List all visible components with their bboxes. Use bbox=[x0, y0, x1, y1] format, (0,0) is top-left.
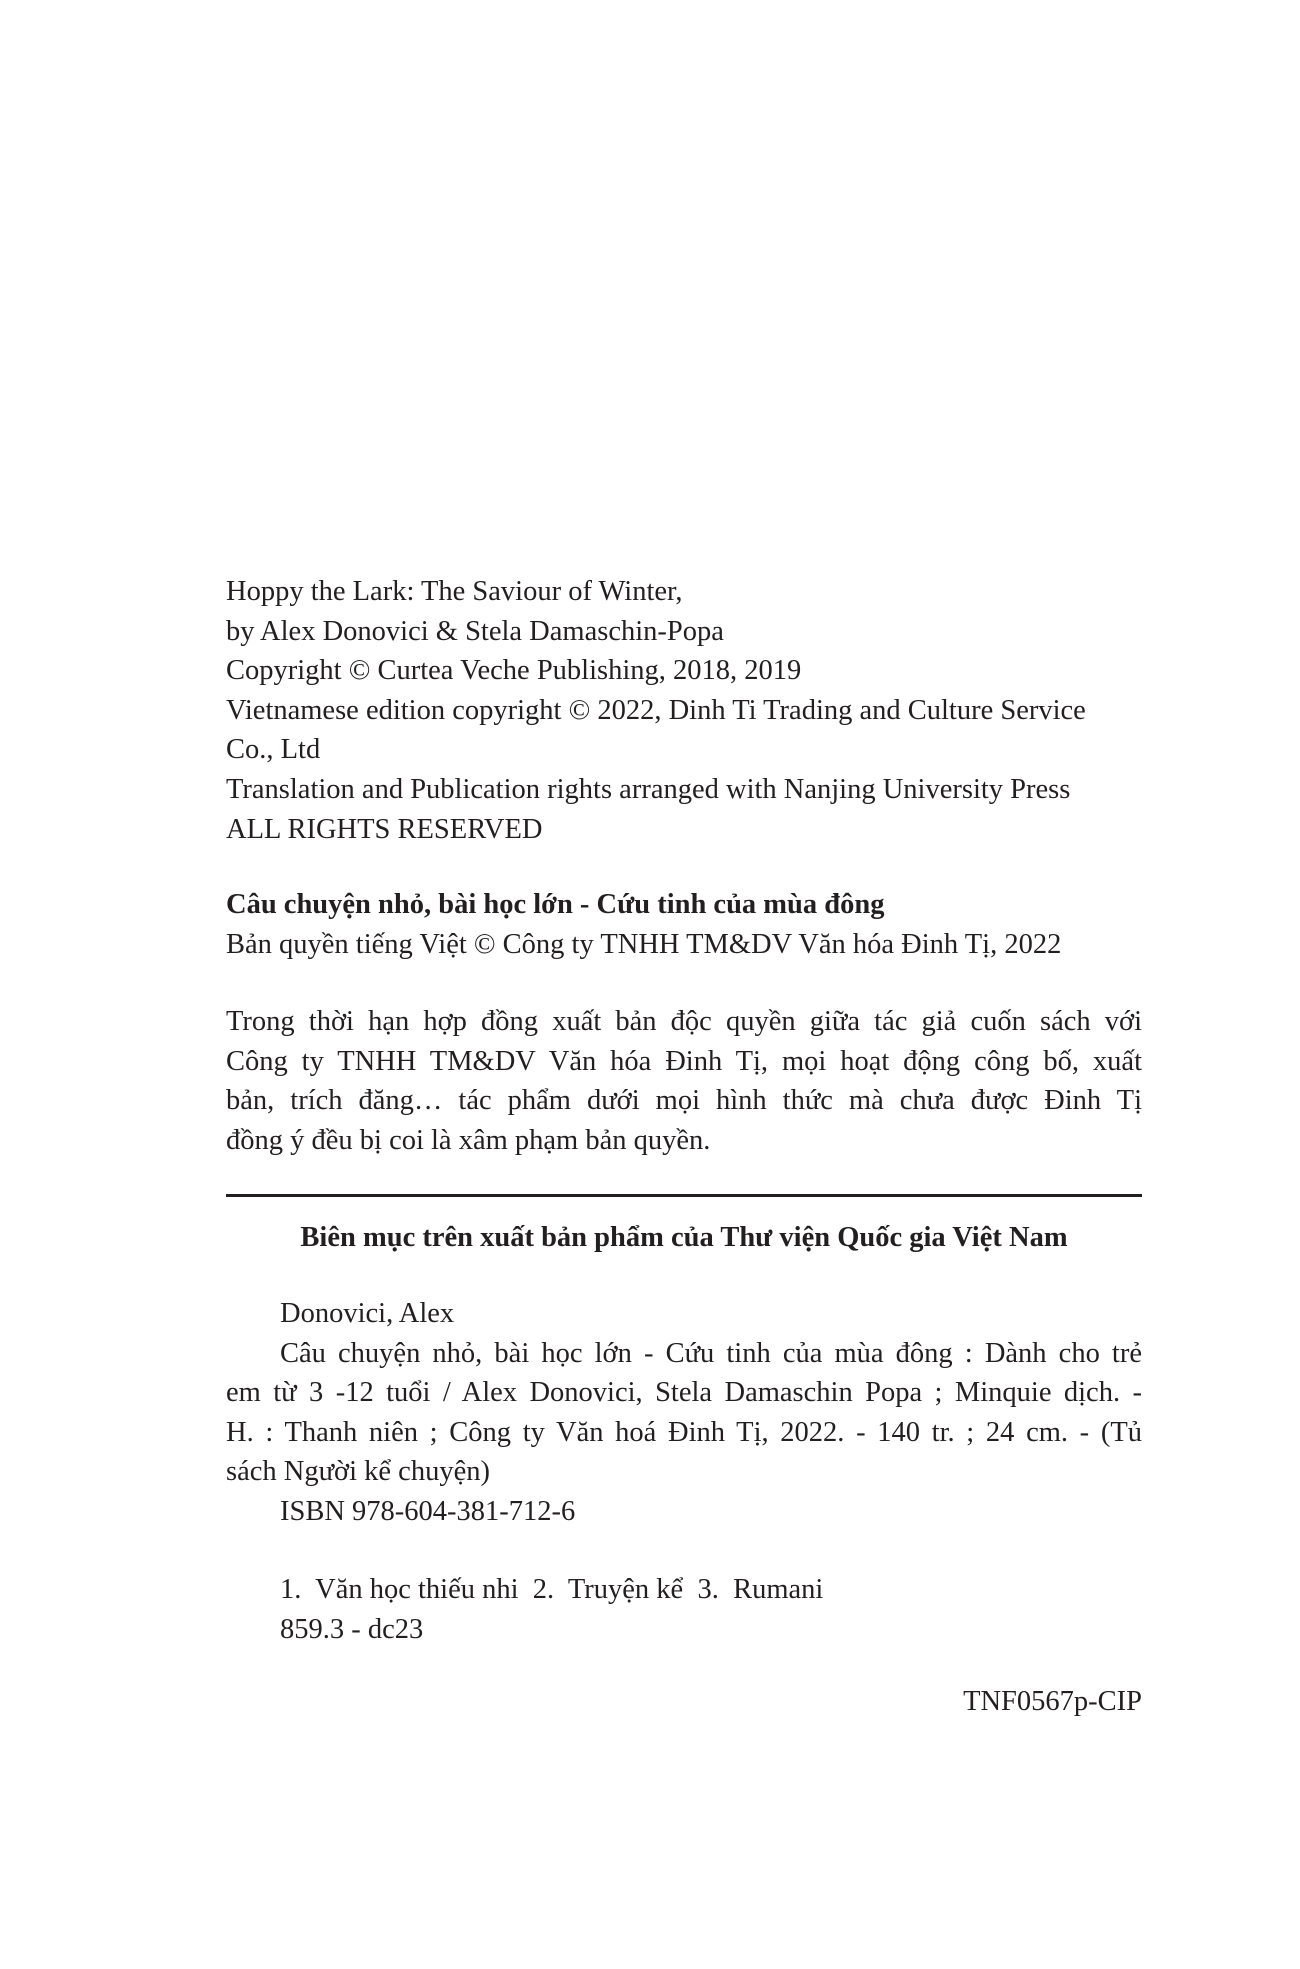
horizontal-divider bbox=[226, 1194, 1142, 1197]
cip-subjects-block bbox=[226, 1570, 1142, 1649]
notice-line: Công ty TNHH TM&DV Văn hóa Đinh Tị, mọi hoạt động công bố, xuất bbox=[226, 1045, 1142, 1077]
cip-record bbox=[226, 1294, 1142, 1532]
vietnamese-title-block bbox=[226, 885, 1142, 964]
original-copyright-line: Copyright © Curtea Veche Publishing, 2018, 2019 bbox=[226, 655, 802, 687]
cip-description-line: Câu chuyện nhỏ, bài học lớn - Cứu tinh của mùa đông : Dành cho trẻ bbox=[280, 1337, 1142, 1369]
notice-line: bản, trích đăng… tác phẩm dưới mọi hình thức mà chưa được Đinh Tị bbox=[226, 1085, 1142, 1117]
rights-arrangement-line: Translation and Publication rights arranged with Nanjing University Press bbox=[226, 773, 1071, 805]
copyright-notice-paragraph bbox=[226, 1002, 1142, 1160]
cip-subjects: 1. Văn học thiếu nhi 2. Truyện kể 3. Rumani bbox=[280, 1574, 824, 1605]
notice-line: Trong thời hạn hợp đồng xuất bản độc quyền giữa tác giả cuốn sách với bbox=[226, 1006, 1142, 1037]
cip-heading: Biên mục trên xuất bản phẩm của Thư viện Quốc gia Việt Nam bbox=[300, 1222, 1068, 1253]
company-suffix-line: Co., Ltd bbox=[226, 734, 321, 766]
cip-code: TNF0567p-CIP bbox=[963, 1686, 1142, 1717]
cip-classification: 859.3 - dc23 bbox=[280, 1613, 424, 1645]
cip-description-line: H. : Thanh niên ; Công ty Văn hoá Đinh Tị, 2022. - 140 tr. ; 24 cm. - (Tủ bbox=[226, 1416, 1142, 1448]
cip-description-line: sách Người kể chuyện) bbox=[226, 1456, 490, 1488]
authors-line: by Alex Donovici & Stela Damaschin-Popa bbox=[226, 615, 724, 647]
vietnamese-copyright-line: Vietnamese edition copyright © 2022, Dinh Ti Trading and Culture Service bbox=[226, 694, 1086, 726]
cip-isbn: ISBN 978-604-381-712-6 bbox=[280, 1495, 576, 1527]
notice-line: đồng ý đều bị coi là xâm phạm bản quyền. bbox=[226, 1124, 711, 1156]
vietnamese-rights-line: Bản quyền tiếng Việt © Công ty TNHH TM&DV Văn hóa Đinh Tị, 2022 bbox=[226, 928, 1062, 960]
cip-description-line: em từ 3 -12 tuổi / Alex Donovici, Stela Damaschin Popa ; Minquie dịch. - bbox=[226, 1377, 1142, 1409]
book-title-line: Hoppy the Lark: The Saviour of Winter, bbox=[226, 576, 683, 607]
copyright-block bbox=[226, 572, 1142, 849]
vietnamese-book-title: Câu chuyện nhỏ, bài học lớn - Cứu tinh của mùa đông bbox=[226, 889, 885, 920]
cip-author: Donovici, Alex bbox=[280, 1298, 455, 1329]
all-rights-reserved-line: ALL RIGHTS RESERVED bbox=[226, 813, 543, 845]
